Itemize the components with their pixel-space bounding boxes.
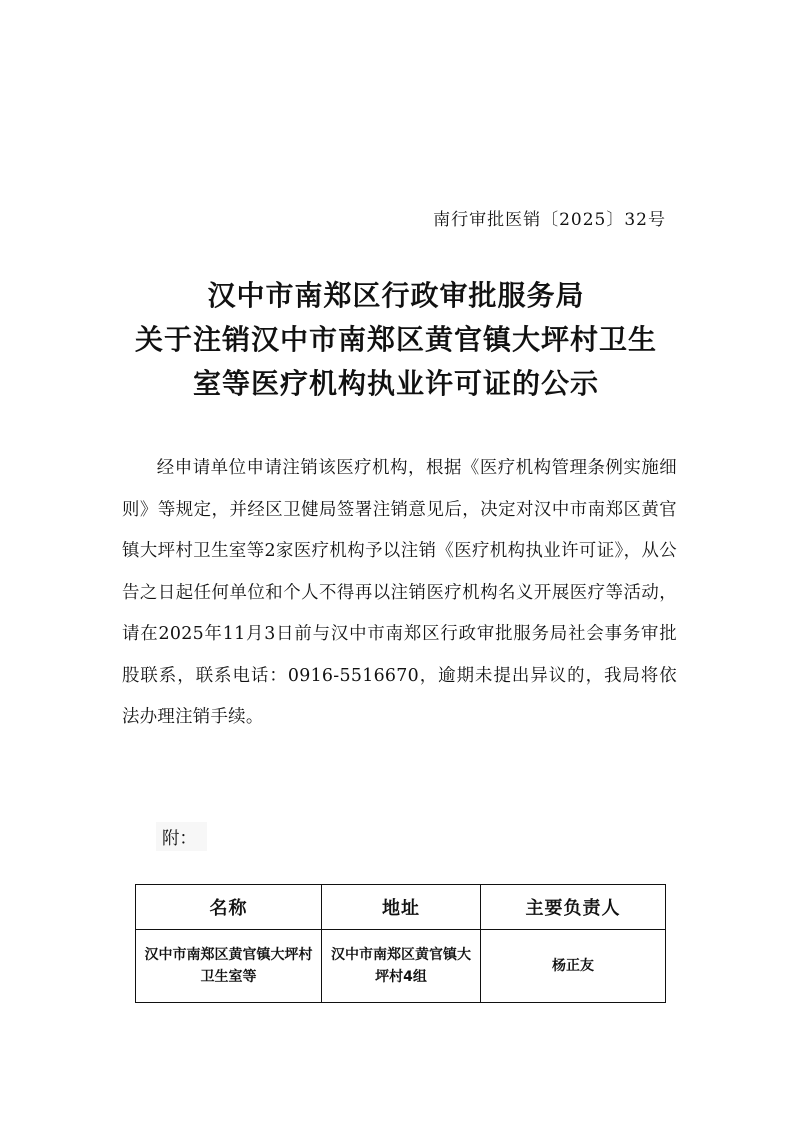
cell-person: 杨正友 xyxy=(481,930,666,1003)
institution-table xyxy=(135,884,666,1003)
document-title xyxy=(60,274,732,406)
attachment-label: 附： xyxy=(156,822,207,851)
header-address: 地址 xyxy=(322,885,481,930)
body-paragraph: 经申请单位申请注销该医疗机构，根据《医疗机构管理条例实施细则》等规定，并经区卫健局签署注销意见后，决定对汉中市南郑区黄官镇大坪村卫生室等2家医疗机构予以注销《医疗机构执业许可证》，从公告之日起任何单位和个人不得再以注销医疗机构名义开展医疗等活动，请在2025年11月3日前与汉中市南郑区行政审批服务局社会事务审批股联系，联系电话：0916-5516670，逾期未提出异议的，我局将依法办理注销手续。 xyxy=(122,458,677,727)
table-header-row xyxy=(136,885,666,930)
title-line-1: 汉中市南郑区行政审批服务局 xyxy=(207,279,585,312)
title-line-3: 室等医疗机构执业许可证的公示 xyxy=(192,367,599,400)
header-name: 名称 xyxy=(136,885,322,930)
cell-name: 汉中市南郑区黄官镇大坪村卫生室等 xyxy=(136,930,322,1003)
cell-address: 汉中市南郑区黄官镇大坪村4组 xyxy=(322,930,481,1003)
document-number: 南行审批医销〔2025〕32号 xyxy=(433,210,666,230)
table-row xyxy=(136,930,666,1003)
header-person: 主要负责人 xyxy=(481,885,666,930)
title-line-2: 关于注销汉中市南郑区黄官镇大坪村卫生 xyxy=(134,323,657,356)
